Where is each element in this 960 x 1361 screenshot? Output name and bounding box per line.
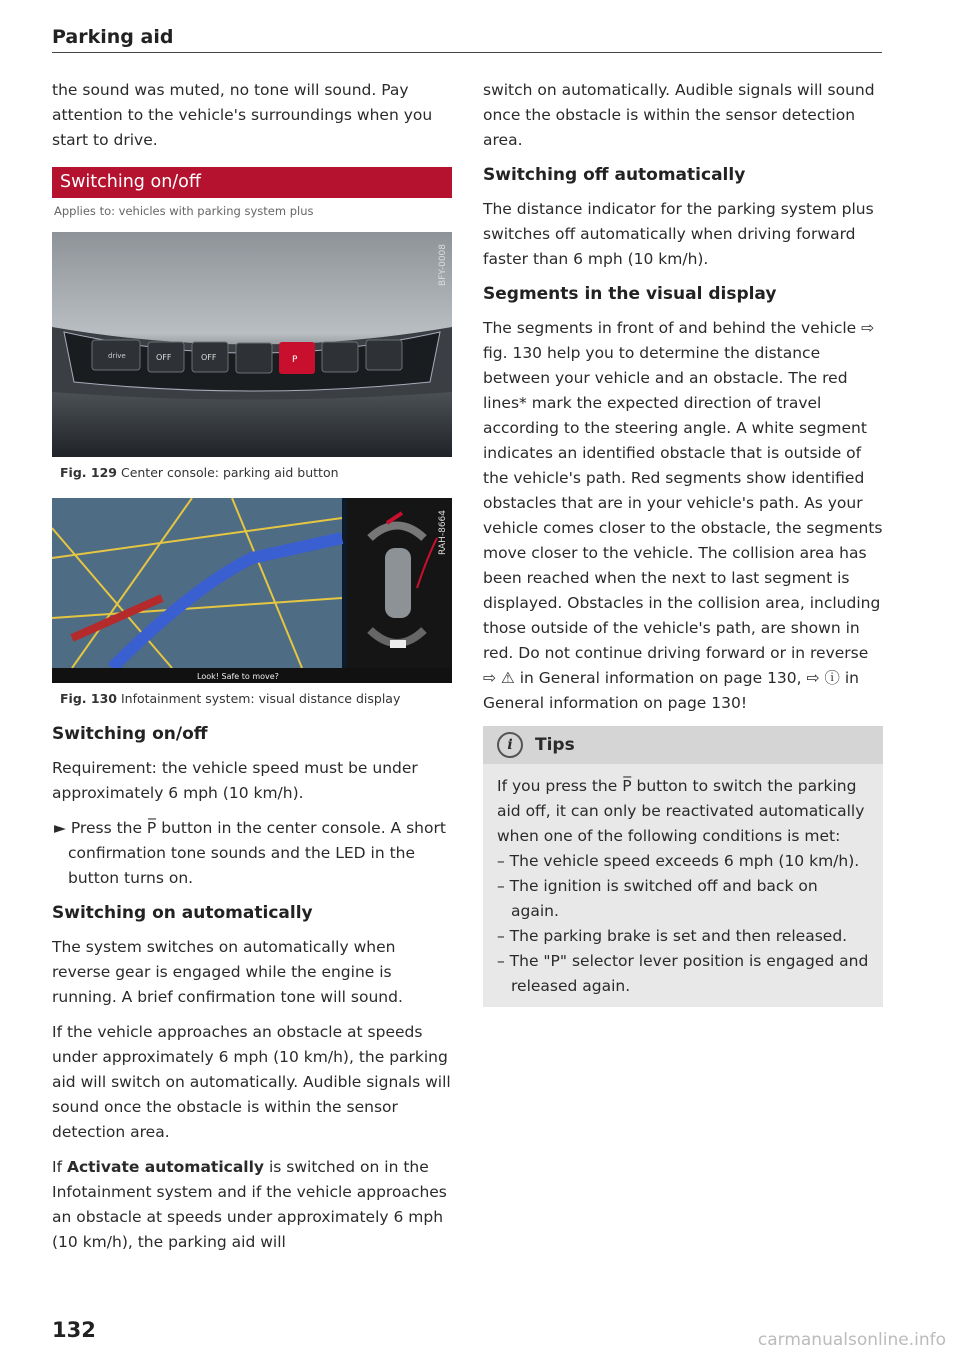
page-number: 132 [52,1318,96,1342]
heading-switching-on-automatically: Switching on automatically [52,903,313,923]
tips-list [497,849,869,999]
tips-item: – The "P" selector lever position is engaged and released again. [497,952,869,995]
segments-paragraph: The segments in front of and behind the vehicle ⇨ fig. 130 help you to determine the distance between your vehicle and an obstacle. The red lines* mark the expected direction of travel according to the steering angle. A white segment indicates an identified obstacle that is outside of the vehicle's path. Red segments show identified obstacles that are in your vehicle's path. As your vehicle comes closer to the obstacle, the segments move closer to the vehicle. The collision area has been reached when the next to last segment is displayed. Obstacles in the collision area, including those outside of the vehicle's path, are shown in red. Do not continue driving forward or in reverse ⇨ ⚠ in General information on page 130, ⇨ ⓘ in General information on page 130! [483,319,883,712]
switch-off-paragraph: The distance indicator for the parking system plus switches off automatically when driving forward faster than 6 mph (10 km/h). [483,200,874,268]
left-column [52,78,452,1265]
figure-130-image [52,498,452,683]
intro-paragraph: the sound was muted, no tone will sound. Pay attention to the vehicle's surroundings when you start to drive. [52,81,433,149]
tips-intro: If you press the P̅ button to switch the parking aid off, it can only be reactivated automatically when one of the following conditions is met: [497,777,865,845]
auto-paragraph-3: If Activate automatically is switched on in the Infotainment system and if the vehicle approaches an obstacle at speeds under approximately 6 mph (10 km/h), the parking aid will [52,1158,447,1251]
info-icon: i [497,732,523,758]
requirement-paragraph: Requirement: the vehicle speed must be under approximately 6 mph (10 km/h). [52,759,418,802]
heading-switching-on-off: Switching on/off [52,724,208,744]
tips-header [483,726,883,764]
continued-paragraph: switch on automatically. Audible signals will sound once the obstacle is within the sensor detection area. [483,81,875,149]
figure-129-caption [60,465,452,480]
figure-129-text: Center console: parking aid button [120,465,339,480]
tips-item: – The ignition is switched off and back on again. [497,877,818,920]
applies-to-note: Applies to: vehicles with parking system plus [54,204,314,218]
car-icon [385,548,411,618]
figure-129-label: Fig. 129 [60,465,117,480]
tips-item: – The parking brake is set and then released. [497,927,848,945]
drive-button-label: drive [108,352,126,360]
watermark: carmanualsonline.info [757,1330,946,1350]
header-rule [52,52,882,53]
figure-129-code: BFY-0008 [438,244,448,286]
page-header-title: Parking aid [52,26,174,48]
center-console-illustration [52,232,452,457]
tips-box [483,726,883,1007]
auto-paragraph-1: The system switches on automatically when reverse gear is engaged while the engine is running. A brief confirmation tone will sound. [52,938,403,1006]
warning-banner: Look! Safe to move? [197,672,279,681]
off-button-label-2: OFF [201,353,217,362]
figure-130-text: Infotainment system: visual distance display [120,691,401,706]
section-title-bar: Switching on/off [52,167,452,198]
figure-129-image [52,232,452,457]
tips-item: – The vehicle speed exceeds 6 mph (10 km/h). [497,852,860,870]
heading-switching-off-automatically: Switching off automatically [483,165,746,185]
activate-automatically-term: Activate automatically [66,1158,265,1176]
figure-130-code: RAH-8664 [438,510,448,555]
press-button-step: ► Press the P̅ button in the center console. A short confirmation tone sounds and the LED in the button turns on. [54,819,446,887]
tips-title: Tips [535,735,575,755]
figure-130-caption [60,691,452,706]
heading-segments-visual-display: Segments in the visual display [483,284,777,304]
right-column [483,78,883,1007]
auto-paragraph-2: If the vehicle approaches an obstacle at speeds under approximately 6 mph (10 km/h), the parking aid will switch on automatically. Audible signals will sound once the obstacle is within the sensor detection area. [52,1023,451,1141]
off-button-label-1: OFF [156,353,172,362]
parking-button-label: P [292,355,298,365]
tips-body [483,764,883,999]
visual-distance-display-illustration [52,498,452,683]
figure-130-label: Fig. 130 [60,691,117,706]
